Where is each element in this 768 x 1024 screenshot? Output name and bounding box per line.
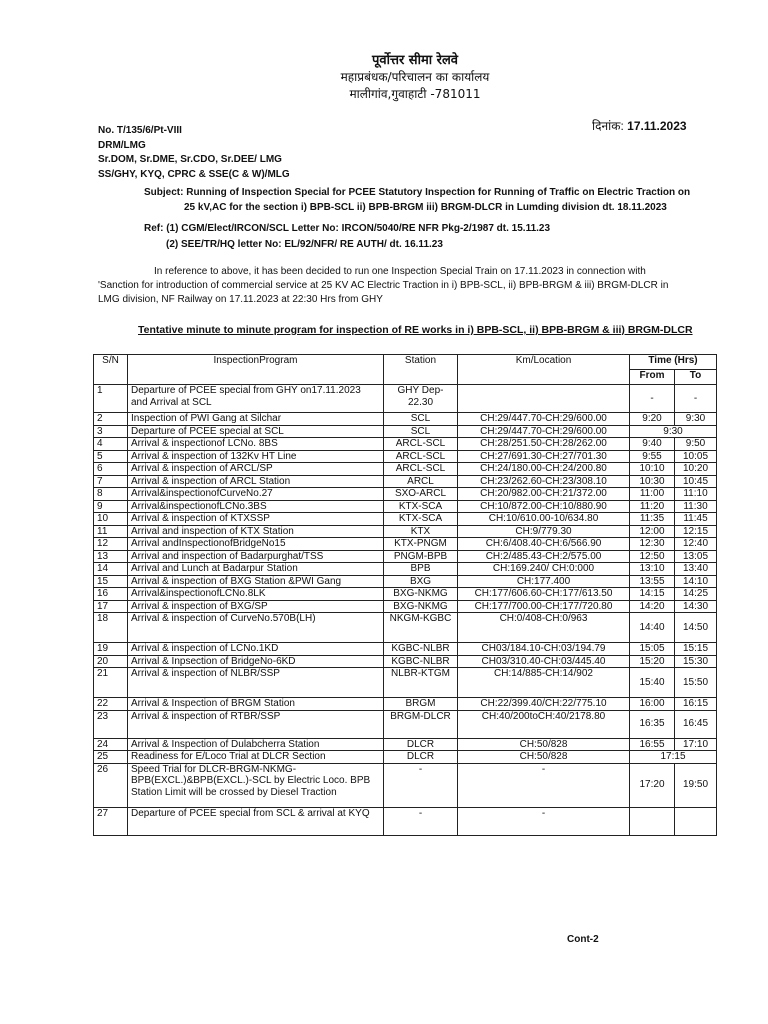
cell-km: CH:10/610.00-10/634.80 <box>458 513 630 526</box>
cell-program: Arrival & inspection of BXG Station &PWI Gang <box>128 575 384 588</box>
cell-station: BRGM <box>384 698 458 711</box>
cell-km: CH:23/262.60-CH:23/308.10 <box>458 475 630 488</box>
cell-km <box>458 385 630 413</box>
cell-km: CH03/184.10-CH:03/194.79 <box>458 643 630 656</box>
office-name: महाप्रबंधक/परिचालन का कार्यालय <box>340 70 490 84</box>
table-row <box>94 588 717 601</box>
cell-from: 9:20 <box>630 413 675 426</box>
cell-program: Arrival & inspection of LCNo.1KD <box>128 643 384 656</box>
cell-to: - <box>675 385 717 413</box>
program-heading: Tentative minute to minute program for inspection of RE works in i) BPB-SCL, ii) BPB-BRGM & iii) BRGM-DLCR <box>138 324 693 336</box>
cell-sn: 4 <box>94 438 128 451</box>
cell-sn: 9 <box>94 500 128 513</box>
cell-sn: 26 <box>94 763 128 807</box>
table-row <box>94 698 717 711</box>
cell-program: Arrival & inspection of ARCL Station <box>128 475 384 488</box>
cell-station: SCL <box>384 425 458 438</box>
cell-sn: 6 <box>94 463 128 476</box>
cell-sn: 1 <box>94 385 128 413</box>
office-address: मालीगांव,गुवाहाटी -781011 <box>349 87 481 101</box>
addressee-line: SS/GHY, KYQ, CPRC & SSE(C & W)/MLG <box>98 168 290 180</box>
cell-from: 12:50 <box>630 550 675 563</box>
cell-station: KTX-SCA <box>384 500 458 513</box>
cell-sn: 7 <box>94 475 128 488</box>
cell-station: KGBC-NLBR <box>384 643 458 656</box>
cell-from: 11:35 <box>630 513 675 526</box>
letter-number: No. T/135/6/Pt-VIII <box>98 125 182 136</box>
cell-station: ARCL <box>384 475 458 488</box>
cell-to: 12:40 <box>675 538 717 551</box>
table-row <box>94 500 717 513</box>
cell-from: 11:20 <box>630 500 675 513</box>
cell-program: Arrival&inspectionofCurveNo.27 <box>128 488 384 501</box>
table-row <box>94 710 717 738</box>
continuation-note: Cont-2 <box>567 934 599 945</box>
cell-to: 14:50 <box>675 613 717 643</box>
table-row <box>94 475 717 488</box>
cell-to: 14:25 <box>675 588 717 601</box>
date-label: दिनांक: <box>592 119 624 133</box>
cell-sn: 5 <box>94 450 128 463</box>
cell-sn: 13 <box>94 550 128 563</box>
cell-program: Departure of PCEE special from GHY on17.11.2023 and Arrival at SCL <box>128 385 384 413</box>
cell-from <box>630 807 675 835</box>
table-row <box>94 425 717 438</box>
references <box>144 221 714 252</box>
cell-to: 9:30 <box>675 413 717 426</box>
cell-sn: 18 <box>94 613 128 643</box>
cell-km: CH:6/408.40-CH:6/566.90 <box>458 538 630 551</box>
header-time: Time (Hrs) <box>630 355 717 370</box>
cell-from: 10:30 <box>630 475 675 488</box>
cell-to: 10:20 <box>675 463 717 476</box>
cell-time: 17:15 <box>630 751 717 764</box>
cell-sn: 27 <box>94 807 128 835</box>
cell-to: 17:10 <box>675 738 717 751</box>
cell-to: 16:15 <box>675 698 717 711</box>
cell-km: CH:177.400 <box>458 575 630 588</box>
cell-to: 11:30 <box>675 500 717 513</box>
cell-km: CH:27/691.30-CH:27/701.30 <box>458 450 630 463</box>
cell-sn: 15 <box>94 575 128 588</box>
cell-km: CH:20/982.00-CH:21/372.00 <box>458 488 630 501</box>
cell-km: CH:40/200toCH:40/2178.80 <box>458 710 630 738</box>
table-row <box>94 738 717 751</box>
letter-date <box>592 117 687 134</box>
cell-km: CH:50/828 <box>458 738 630 751</box>
cell-km: CH:2/485.43-CH:2/575.00 <box>458 550 630 563</box>
cell-to: 13:40 <box>675 563 717 576</box>
cell-km: CH:177/606.60-CH:177/613.50 <box>458 588 630 601</box>
table-row <box>94 513 717 526</box>
cell-km: CH:28/251.50-CH:28/262.00 <box>458 438 630 451</box>
paragraph-line: 'Sanction for introduction of commercial service at 25 KV AC Electric Traction in i) BPB-SCL, ii) BPB-BRGM & iii) BRGM-DLCR in <box>98 280 669 291</box>
cell-to: 14:10 <box>675 575 717 588</box>
cell-program: Departure of PCEE special from SCL & arrival at KYQ <box>128 807 384 835</box>
cell-to: 15:30 <box>675 655 717 668</box>
table-row <box>94 807 717 835</box>
cell-to: 11:45 <box>675 513 717 526</box>
cell-station: BXG-NKMG <box>384 588 458 601</box>
table-row <box>94 488 717 501</box>
cell-time: 9:30 <box>630 425 717 438</box>
table-row <box>94 525 717 538</box>
body-paragraph <box>98 265 718 307</box>
cell-station: NLBR-KTGM <box>384 668 458 698</box>
cell-program: Readiness for E/Loco Trial at DLCR Section <box>128 751 384 764</box>
cell-station: - <box>384 807 458 835</box>
cell-km: CH:177/700.00-CH:177/720.80 <box>458 600 630 613</box>
cell-program: Arrival and inspection of Badarpurghat/TSS <box>128 550 384 563</box>
table-row <box>94 463 717 476</box>
cell-sn: 20 <box>94 655 128 668</box>
cell-to: 10:05 <box>675 450 717 463</box>
cell-program: Arrival & inspectionof LCNo. 8BS <box>128 438 384 451</box>
cell-from: 13:10 <box>630 563 675 576</box>
cell-program: Arrival & Inspection of Dulabcherra Station <box>128 738 384 751</box>
cell-station: DLCR <box>384 751 458 764</box>
reference-line: Ref: (1) CGM/Elect/IRCON/SCL Letter No: IRCON/5040/RE NFR Pkg-2/1987 dt. 15.11.23 <box>144 223 551 234</box>
cell-from: 15:20 <box>630 655 675 668</box>
cell-from: 14:15 <box>630 588 675 601</box>
cell-from: 10:10 <box>630 463 675 476</box>
cell-program: Arrival and inspection of KTX Station <box>128 525 384 538</box>
cell-station: NKGM-KGBC <box>384 613 458 643</box>
cell-from: 11:00 <box>630 488 675 501</box>
cell-station: KTX-PNGM <box>384 538 458 551</box>
table-row <box>94 600 717 613</box>
cell-km: CH:14/885-CH:14/902 <box>458 668 630 698</box>
cell-km: CH03/310.40-CH:03/445.40 <box>458 655 630 668</box>
cell-station: SXO-ARCL <box>384 488 458 501</box>
cell-program: Arrival & inspection of RTBR/SSP <box>128 710 384 738</box>
cell-km: CH:9/779.30 <box>458 525 630 538</box>
header-to: To <box>675 370 717 385</box>
cell-program: Arrival & inspection of 132Kv HT Line <box>128 450 384 463</box>
cell-from: 14:20 <box>630 600 675 613</box>
cell-from: 15:05 <box>630 643 675 656</box>
cell-to: 11:10 <box>675 488 717 501</box>
header-km: Km/Location <box>458 355 630 385</box>
cell-program: Arrival & Inspection of BRGM Station <box>128 698 384 711</box>
cell-to: 9:50 <box>675 438 717 451</box>
cell-from: 9:55 <box>630 450 675 463</box>
table-row <box>94 438 717 451</box>
cell-sn: 2 <box>94 413 128 426</box>
cell-station: ARCL-SCL <box>384 450 458 463</box>
cell-program: Inspection of PWI Gang at Silchar <box>128 413 384 426</box>
cell-station: BXG-NKMG <box>384 600 458 613</box>
cell-sn: 25 <box>94 751 128 764</box>
cell-program: Departure of PCEE special at SCL <box>128 425 384 438</box>
table-row <box>94 385 717 413</box>
cell-sn: 8 <box>94 488 128 501</box>
cell-km: CH:50/828 <box>458 751 630 764</box>
cell-from: 17:20 <box>630 763 675 807</box>
table-row <box>94 763 717 807</box>
cell-to <box>675 807 717 835</box>
cell-station: PNGM-BPB <box>384 550 458 563</box>
cell-station: ARCL-SCL <box>384 463 458 476</box>
table-row <box>94 550 717 563</box>
cell-to: 19:50 <box>675 763 717 807</box>
cell-sn: 22 <box>94 698 128 711</box>
cell-to: 16:45 <box>675 710 717 738</box>
cell-to: 10:45 <box>675 475 717 488</box>
cell-sn: 19 <box>94 643 128 656</box>
reference-line: (2) SEE/TR/HQ letter No: EL/92/NFR/ RE AUTH/ dt. 16.11.23 <box>166 238 443 250</box>
cell-to: 13:05 <box>675 550 717 563</box>
railway-name: पूर्वोत्तर सीमा रेलवे <box>372 53 458 68</box>
cell-km: - <box>458 763 630 807</box>
cell-sn: 21 <box>94 668 128 698</box>
header-station: Station <box>384 355 458 385</box>
cell-sn: 24 <box>94 738 128 751</box>
header-sn: S/N <box>94 355 128 385</box>
cell-to: 12:15 <box>675 525 717 538</box>
cell-km: CH:29/447.70-CH:29/600.00 <box>458 413 630 426</box>
cell-from: - <box>630 385 675 413</box>
addressee-block <box>98 124 290 182</box>
cell-station: BPB <box>384 563 458 576</box>
table-row <box>94 643 717 656</box>
cell-sn: 12 <box>94 538 128 551</box>
program-table <box>93 354 717 836</box>
cell-program: Arrival&inspectionofLCNo.8LK <box>128 588 384 601</box>
cell-km: CH:29/447.70-CH:29/600.00 <box>458 425 630 438</box>
cell-sn: 23 <box>94 710 128 738</box>
cell-station: - <box>384 763 458 807</box>
table-row <box>94 668 717 698</box>
cell-station: DLCR <box>384 738 458 751</box>
table-row <box>94 655 717 668</box>
cell-station: ARCL-SCL <box>384 438 458 451</box>
cell-from: 9:40 <box>630 438 675 451</box>
addressee-line: DRM/LMG <box>98 139 146 151</box>
header-program: InspectionProgram <box>128 355 384 385</box>
cell-station: KGBC-NLBR <box>384 655 458 668</box>
cell-program: Arrival&inspectionofLCNo.3BS <box>128 500 384 513</box>
cell-sn: 14 <box>94 563 128 576</box>
date-value: 17.11.2023 <box>627 119 687 133</box>
cell-program: Arrival & inspection of KTXSSP <box>128 513 384 526</box>
cell-program: Arrival & inspection of CurveNo.570B(LH) <box>128 613 384 643</box>
letterhead <box>300 52 530 103</box>
cell-station: BRGM-DLCR <box>384 710 458 738</box>
table-row <box>94 450 717 463</box>
cell-program: Arrival andInspectionofBridgeNo15 <box>128 538 384 551</box>
cell-sn: 10 <box>94 513 128 526</box>
cell-sn: 17 <box>94 600 128 613</box>
subject-line: Subject: Running of Inspection Special for PCEE Statutory Inspection for Running of Traffic on Electric Traction on <box>144 187 691 198</box>
table-row <box>94 613 717 643</box>
cell-station: KTX-SCA <box>384 513 458 526</box>
cell-station: GHY Dep-22.30 <box>384 385 458 413</box>
table-row <box>94 413 717 426</box>
addressee-line: Sr.DOM, Sr.DME, Sr.CDO, Sr.DEE/ LMG <box>98 154 282 165</box>
cell-from: 16:00 <box>630 698 675 711</box>
cell-from: 16:55 <box>630 738 675 751</box>
cell-from: 16:35 <box>630 710 675 738</box>
cell-sn: 3 <box>94 425 128 438</box>
paragraph-line: In reference to above, it has been decided to run one Inspection Special Train on 17.11.2023 in connection with <box>154 266 646 277</box>
cell-km: CH:0/408-CH:0/963 <box>458 613 630 643</box>
cell-program: Arrival & inspection of NLBR/SSP <box>128 668 384 698</box>
paragraph-line: LMG division, NF Railway on 17.11.2023 at 22:30 Hrs from GHY <box>98 294 383 305</box>
cell-program: Arrival & inspection of BXG/SP <box>128 600 384 613</box>
cell-from: 12:30 <box>630 538 675 551</box>
table-row <box>94 751 717 764</box>
cell-program: Arrival & Inpsection of BridgeNo-6KD <box>128 655 384 668</box>
table-row <box>94 575 717 588</box>
cell-program: Arrival & inspection of ARCL/SP <box>128 463 384 476</box>
header-from: From <box>630 370 675 385</box>
cell-to: 15:15 <box>675 643 717 656</box>
cell-sn: 16 <box>94 588 128 601</box>
table-row <box>94 538 717 551</box>
subject <box>144 186 714 215</box>
cell-station: SCL <box>384 413 458 426</box>
table-row <box>94 563 717 576</box>
cell-sn: 11 <box>94 525 128 538</box>
cell-from: 14:40 <box>630 613 675 643</box>
cell-km: CH:10/872.00-CH:10/880.90 <box>458 500 630 513</box>
cell-program: Arrival and Lunch at Badarpur Station <box>128 563 384 576</box>
cell-station: KTX <box>384 525 458 538</box>
cell-program: Speed Trial for DLCR-BRGM-NKMG-BPB(EXCL.)&BPB(EXCL.)-SCL by Electric Loco. BPB Station Limit will be crossed by Diesel Traction <box>128 763 384 807</box>
cell-km: CH:169.240/ CH:0:000 <box>458 563 630 576</box>
cell-from: 13:55 <box>630 575 675 588</box>
cell-km: - <box>458 807 630 835</box>
cell-from: 12:00 <box>630 525 675 538</box>
cell-from: 15:40 <box>630 668 675 698</box>
cell-to: 15:50 <box>675 668 717 698</box>
cell-km: CH:22/399.40/CH:22/775.10 <box>458 698 630 711</box>
cell-station: BXG <box>384 575 458 588</box>
cell-to: 14:30 <box>675 600 717 613</box>
subject-line: 25 kV,AC for the section i) BPB-SCL ii) BPB-BRGM iii) BRGM-DLCR in Lumding division dt. 18.11.2023 <box>184 201 667 213</box>
cell-km: CH:24/180.00-CH:24/200.80 <box>458 463 630 476</box>
